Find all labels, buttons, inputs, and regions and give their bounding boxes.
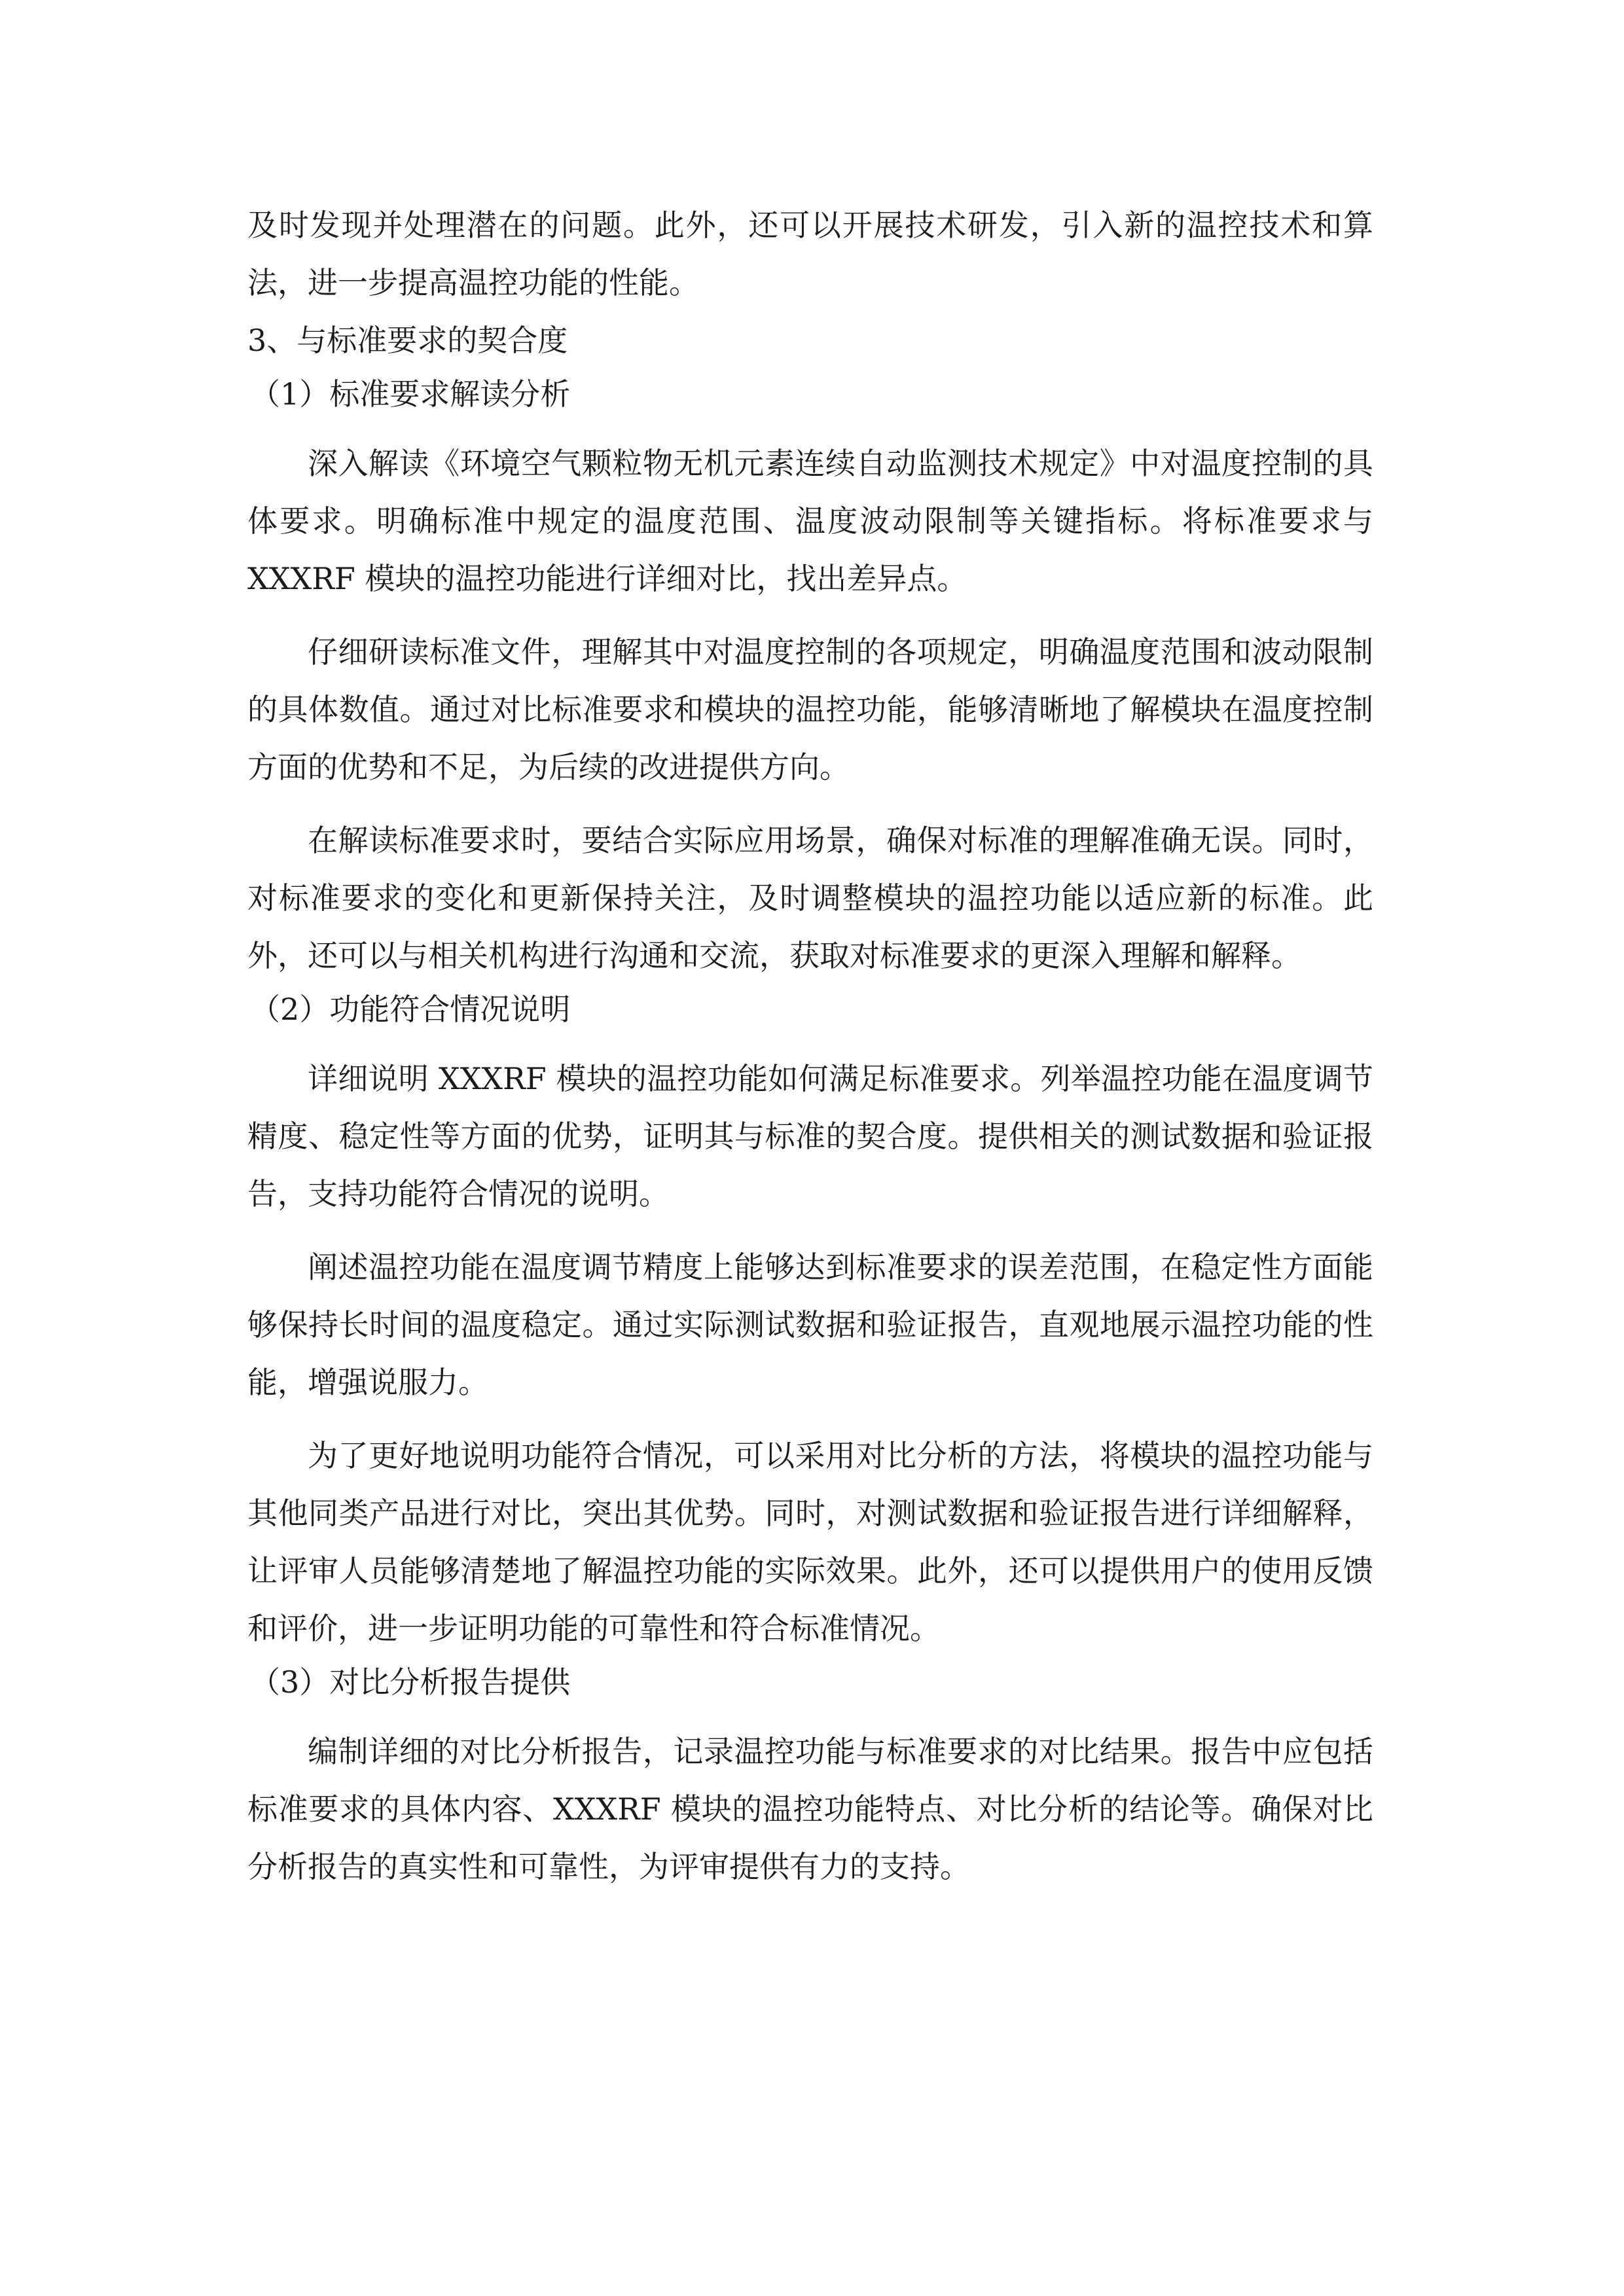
section-heading: 3、与标准要求的契合度	[247, 323, 568, 358]
body-paragraph-continued: 及时发现并处理潜在的问题。此外，还可以开展技术研发，引入新的温控技术和算法，进一步提高温控功能的性能。	[247, 207, 1373, 300]
body-paragraph: 为了更好地说明功能符合情况，可以采用对比分析的方法，将模块的温控功能与其他同类产品进行对比，突出其优势。同时，对测试数据和验证报告进行详细解释，让评审人员能够清楚地了解温控功能的实际效果。此外，还可以提供用户的使用反馈和评价，进一步证明功能的可靠性和符合标准情况。	[247, 1438, 1373, 1646]
subsection-heading: （3）对比分析报告提供	[250, 1664, 571, 1700]
body-paragraph: 阐述温控功能在温度调节精度上能够达到标准要求的误差范围，在稳定性方面能够保持长时间的温度稳定。通过实际测试数据和验证报告，直观地展示温控功能的性能，增强说服力。	[247, 1249, 1373, 1400]
subsection-heading: （2）功能符合情况说明	[250, 992, 571, 1027]
body-paragraph: 编制详细的对比分析报告，记录温控功能与标准要求的对比结果。报告中应包括标准要求的具体内容、XXXRF 模块的温控功能特点、对比分析的结论等。确保对比分析报告的真实性和可靠性，为评审提供有力的支持。	[247, 1734, 1373, 1884]
document-body	[247, 196, 1373, 1895]
subsection-heading: （1）标准要求解读分析	[250, 376, 571, 412]
body-paragraph: 深入解读《环境空气颗粒物无机元素连续自动监测技术规定》中对温度控制的具体要求。明确标准中规定的温度范围、温度波动限制等关键指标。将标准要求与 XXXRF 模块的温控功能进行详细对比，找出差异点。	[247, 446, 1373, 596]
body-paragraph: 详细说明 XXXRF 模块的温控功能如何满足标准要求。列举温控功能在温度调节精度、稳定性等方面的优势，证明其与标准的契合度。提供相关的测试数据和验证报告，支持功能符合情况的说明。	[247, 1061, 1373, 1211]
body-paragraph: 在解读标准要求时，要结合实际应用场景，确保对标准的理解准确无误。同时，对标准要求的变化和更新保持关注，及时调整模块的温控功能以适应新的标准。此外，还可以与相关机构进行沟通和交流，获取对标准要求的更深入理解和解释。	[247, 823, 1373, 973]
body-paragraph: 仔细研读标准文件，理解其中对温度控制的各项规定，明确温度范围和波动限制的具体数值。通过对比标准要求和模块的温控功能，能够清晰地了解模块在温度控制方面的优势和不足，为后续的改进提供方向。	[247, 634, 1373, 785]
